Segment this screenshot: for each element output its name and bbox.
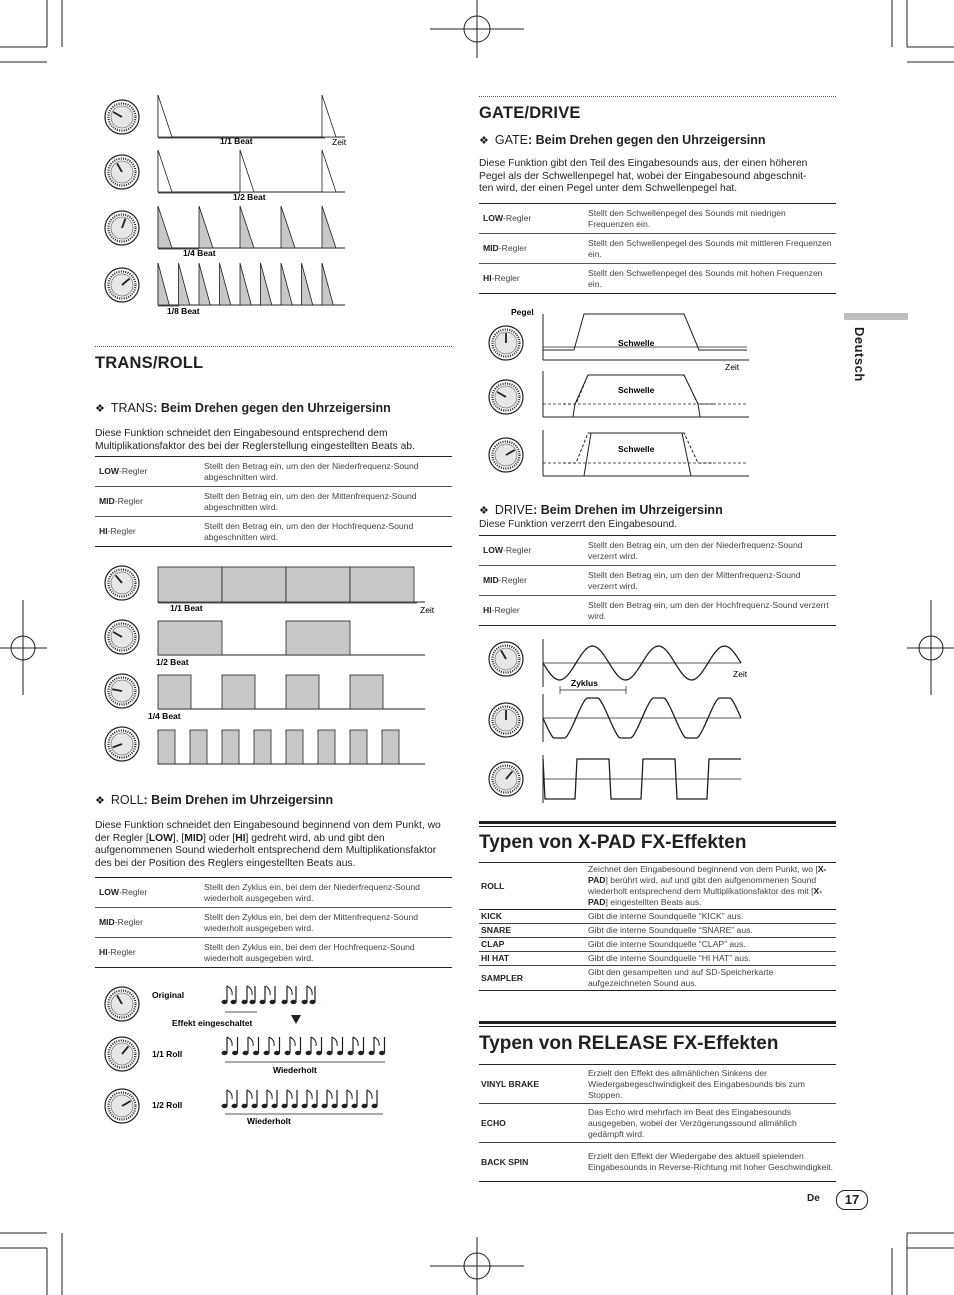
section-divider [479,96,836,97]
note-head [312,1104,318,1108]
trans-block [222,730,239,764]
note-head [222,1000,228,1004]
note-head [372,1104,378,1108]
table-value: Stellt den Schwellenpegel des Sounds mit hohen Frequenzen ein. [584,264,836,294]
trans-block [286,730,303,764]
note-head [272,1104,278,1108]
trans-description: Diese Funktion schneidet den Eingabesound entsprechend dem Multiplikationsfaktor des bei der Reglerstellung eingestellten Beats ab. [95,428,415,452]
note-flag [227,1090,232,1099]
table-key: MID-Regler [95,487,200,517]
table-value: Stellt den Schwellenpegel des Sounds mit mittleren Frequenzen ein. [584,234,836,264]
roll-table [95,877,452,968]
note-flag [290,1037,295,1046]
note-flag [248,1037,253,1046]
beat-label: 1/4 Beat [148,711,181,721]
gate-wave [543,433,747,476]
side-tab-label: Deutsch [852,327,867,382]
decay-spike [240,150,254,192]
table-key: SAMPLER [479,966,586,991]
note-head [242,1000,248,1004]
table-key: LOW-Regler [479,204,584,234]
note-flag [287,986,292,995]
note-head [310,1000,316,1004]
table-key: HI-Regler [479,264,584,294]
beat-diagram [95,90,360,320]
trans-block [350,730,367,764]
note-flag [247,1090,252,1099]
table-value: Stellt den Zyklus ein, bei dem der Mittenfrequenz-Sound wiederholt ausgegeben wird. [200,908,452,938]
note-head [243,1051,249,1055]
table-key: MID-Regler [479,234,584,264]
decay-spike [179,263,190,305]
decay-spike [220,263,231,305]
note-head [264,1051,270,1055]
table-row [95,878,452,908]
trans-roll-heading: TRANS/ROLL [95,354,204,372]
decay-spike [158,150,172,192]
diagram-label: 1/2 Roll [152,1100,183,1110]
note-flag [269,1037,274,1046]
side-tab-bar [844,313,908,320]
table-row [479,234,836,264]
note-head [242,1104,248,1108]
table-key: SNARE [479,924,586,938]
table-key: ECHO [479,1104,586,1143]
table-key: HI-Regler [95,517,200,547]
xpad-value: Zeichnet den Eingabesound beginnend von dem Punkt, wo [X-PAD] berührt wird, auf und gibt den aufgenommenen Sound wiederholt entsprechend dem Multiplikationsfaktor des mit [X-PAD] eingestellten Beats aus. [586,863,836,910]
trans-block [222,567,286,602]
trans-block [158,730,175,764]
table-key: LOW-Regler [95,878,200,908]
note-head [332,1104,338,1108]
zeit-label: Zeit [420,605,435,615]
table-key: MID-Regler [95,908,200,938]
drive-table [479,535,836,626]
gate-description [479,158,849,196]
gate-drive-heading: GATE/DRIVE [479,104,581,122]
table-row [479,952,836,966]
decay-spike [302,263,313,305]
xpad-table [479,862,836,991]
table-value: Erzielt den Effekt der Wiedergabe des aktuell spielenden Eingabesounds in Reverse-Richtung mit hoher Geschwindigkeit. [586,1143,836,1182]
table-value: Gibt die interne Soundquelle “SNARE” aus. [586,924,836,938]
roll-subheading: ❖ ROLL: Beim Drehen im Uhrzeigersinn [95,793,334,807]
trans-block [158,675,191,709]
trans-diagram [95,558,455,768]
table-row [95,487,452,517]
trans-block [158,621,222,655]
footer-lang: De [807,1193,820,1204]
note-head [352,1104,358,1108]
table-row [479,966,836,991]
trans-block [190,730,207,764]
decay-spike [322,150,336,192]
table-value: Gibt die interne Soundquelle “KICK” aus. [586,910,836,924]
table-row [479,536,836,566]
gate-description-line: Pegel als der Schwellenpegel hat, wobei der Eingabesound abgeschnit- [479,170,807,182]
trans-block [286,675,319,709]
note-flag [327,1090,332,1099]
table-value: Gibt die interne Soundquelle “HI HAT” aus. [586,952,836,966]
table-value: Gibt die interne Soundquelle “CLAP” aus. [586,938,836,952]
decay-spike [322,95,336,137]
note-head [362,1104,368,1108]
table-value: Stellt den Zyklus ein, bei dem der Niederfrequenz-Sound wiederholt ausgegeben wird. [200,878,452,908]
trans-block [286,621,350,655]
note-head [270,1000,276,1004]
note-head [337,1051,343,1055]
xpad-rule [479,821,836,827]
zeit-label: Zeit [733,669,748,679]
table-row [479,1143,836,1182]
note-head [232,1104,238,1108]
note-flag [227,1037,232,1046]
drive-diagram [479,634,769,809]
table-row [95,517,452,547]
roll-description: Diese Funktion schneidet den Eingabesound beginnend von dem Punkt, wo der Regler [LOW], [MID] oder [HI] gedreht wird, ab und gibt den aufgenommenen Sound wiederholt entsprechend dem Multiplikationsfaktor des bei der Position des Reglers eingestellten Beats aus. [95,820,441,869]
note-flag [347,1090,352,1099]
table-row [479,204,836,234]
release-heading: Typen von RELEASE FX-Effekten [479,1033,779,1054]
table-value: Gibt den gesampelten und auf SD-Speicherkarte aufgezeichneten Sound aus. [586,966,836,991]
note-head [295,1051,301,1055]
table-row [95,457,452,487]
table-row [479,264,836,294]
table-value: Stellt den Betrag ein, um den der Hochfrequenz-Sound verzerrt wird. [584,596,836,626]
note-head [306,1051,312,1055]
drive-subheading: ❖ DRIVE: Beim Drehen im Uhrzeigersinn [479,503,723,517]
beat-label: 1/2 Beat [156,657,189,667]
table-value: Erzielt den Effekt des allmählichen Sinkens der Wiedergabegeschwindigkeit des Eingabesounds bis zum Stoppen. [586,1065,836,1104]
note-head [316,1051,322,1055]
diamond-icon: ❖ [95,795,105,807]
note-head [291,1000,297,1004]
note-flag [374,1037,379,1046]
table-key: VINYL BRAKE [479,1065,586,1104]
note-flag [307,986,312,995]
table-key: MID-Regler [479,566,584,596]
note-flag [287,1090,292,1099]
diamond-icon: ❖ [479,505,489,517]
beat-label: 1/8 Beat [167,306,200,316]
diagram-label: 1/1 Roll [152,1049,183,1059]
table-row [95,908,452,938]
table-key: HI HAT [479,952,586,966]
trans-block [158,567,222,602]
table-value: Stellt den Betrag ein, um den der Mittenfrequenz-Sound abgeschnitten wird. [200,487,452,517]
table-row [479,863,836,910]
diagram-label: Original [152,990,185,1000]
note-head [232,1051,238,1055]
gate-subheading: ❖ GATE: Beim Drehen gegen den Uhrzeigersinn [479,133,766,147]
trans-table [95,456,452,547]
note-head [260,1000,266,1004]
note-flag [265,986,270,995]
note-head [282,1000,288,1004]
diagram-label: Wiederholt [247,1116,291,1126]
decay-spike [158,206,172,248]
decay-spike [261,263,272,305]
table-value: Stellt den Betrag ein, um den der Hochfrequenz-Sound abgeschnitten wird. [200,517,452,547]
decay-spike [281,206,295,248]
decay-spike [322,206,336,248]
table-key: BACK SPIN [479,1143,586,1182]
release-table [479,1064,836,1182]
note-head [348,1051,354,1055]
note-head [274,1051,280,1055]
gate-description-line: Diese Funktion gibt den Teil des Eingabesounds aus, der einen höheren [479,158,808,169]
table-key: HI-Regler [479,596,584,626]
xpad-heading: Typen von X-PAD FX-Effekten [479,832,747,853]
diamond-icon: ❖ [479,135,489,147]
gate-description-line: ten wird, der einen Pegel unter dem Schwellenpegel hat. [479,183,738,195]
table-row [479,924,836,938]
roll-diagram [95,980,395,1130]
note-head [231,1000,237,1004]
table-row [479,910,836,924]
note-head [252,1104,258,1108]
note-head [358,1051,364,1055]
table-key: LOW-Regler [95,457,200,487]
zeit-label: Zeit [725,362,740,372]
decay-spike [199,263,210,305]
note-flag [367,1090,372,1099]
note-head [327,1051,333,1055]
trans-subheading: ❖ TRANS: Beim Drehen gegen den Uhrzeigersinn [95,401,391,415]
table-key: HI-Regler [95,938,200,968]
beat-label: 1/4 Beat [183,248,216,258]
table-row [479,938,836,952]
decay-spike [240,206,254,248]
section-divider [95,346,452,347]
decay-spike [158,95,172,137]
table-value: Stellt den Zyklus ein, bei dem der Hochfrequenz-Sound wiederholt ausgegeben wird. [200,938,452,968]
table-row [479,1104,836,1143]
note-head [262,1104,268,1108]
table-row [479,1065,836,1104]
diagram-label: Wiederholt [273,1065,317,1075]
threshold-label: Schwelle [618,338,655,348]
table-value: Stellt den Betrag ein, um den der Niederfrequenz-Sound abgeschnitten wird. [200,457,452,487]
table-row [479,596,836,626]
xpad-key: ROLL [479,863,586,910]
note-flag [247,986,252,995]
gate-wave [543,375,747,417]
threshold-label: Schwelle [618,444,655,454]
table-row [95,938,452,968]
beat-label: 1/1 Beat [170,603,203,613]
note-head [379,1051,385,1055]
note-head [253,1051,259,1055]
table-value: Stellt den Schwellenpegel des Sounds mit niedrigen Frequenzen ein. [584,204,836,234]
note-head [322,1104,328,1108]
gate-table [479,203,836,294]
trans-block [222,675,255,709]
zeit-label: Zeit [332,137,347,147]
note-head [342,1104,348,1108]
table-value: Stellt den Betrag ein, um den der Niederfrequenz-Sound verzerrt wird. [584,536,836,566]
page-number: 17 [836,1190,868,1210]
note-head [282,1104,288,1108]
note-head [222,1104,228,1108]
trans-block [318,730,335,764]
trans-block [382,730,399,764]
note-head [292,1104,298,1108]
note-head [285,1051,291,1055]
decay-spike [240,263,251,305]
table-key: KICK [479,910,586,924]
table-row [479,566,836,596]
diagram-label: Effekt eingeschaltet [172,1018,253,1028]
trans-block [254,730,271,764]
trans-block [350,567,414,602]
beat-label: 1/1 Beat [220,136,253,146]
trans-block [286,567,350,602]
drive-description: Diese Funktion verzerrt den Eingabesound. [479,519,678,530]
trans-block [350,675,383,709]
table-key: CLAP [479,938,586,952]
note-head [369,1051,375,1055]
note-flag [227,986,232,995]
diamond-icon: ❖ [95,403,105,415]
table-key: LOW-Regler [479,536,584,566]
note-head [250,1000,256,1004]
decay-spike [322,263,333,305]
diagram-label: Pegel [511,307,534,317]
decay-spike [158,263,169,305]
gate-diagram [479,303,769,483]
note-flag [267,1090,272,1099]
release-rule [479,1021,836,1027]
decay-spike [199,206,213,248]
note-head [302,1000,308,1004]
note-flag [353,1037,358,1046]
note-flag [311,1037,316,1046]
cycle-label: Zyklus [571,678,598,688]
note-flag [332,1037,337,1046]
note-head [302,1104,308,1108]
beat-label: 1/2 Beat [233,192,266,202]
arrow-down-icon [291,1015,301,1024]
table-value: Das Echo wird mehrfach im Beat des Eingabesounds ausgegeben, wobei der Verzögerungssound allmählich gedämpft wird. [586,1104,836,1143]
decay-spike [281,263,292,305]
note-flag [307,1090,312,1099]
threshold-label: Schwelle [618,385,655,395]
table-value: Stellt den Betrag ein, um den der Mittenfrequenz-Sound verzerrt wird. [584,566,836,596]
note-head [222,1051,228,1055]
